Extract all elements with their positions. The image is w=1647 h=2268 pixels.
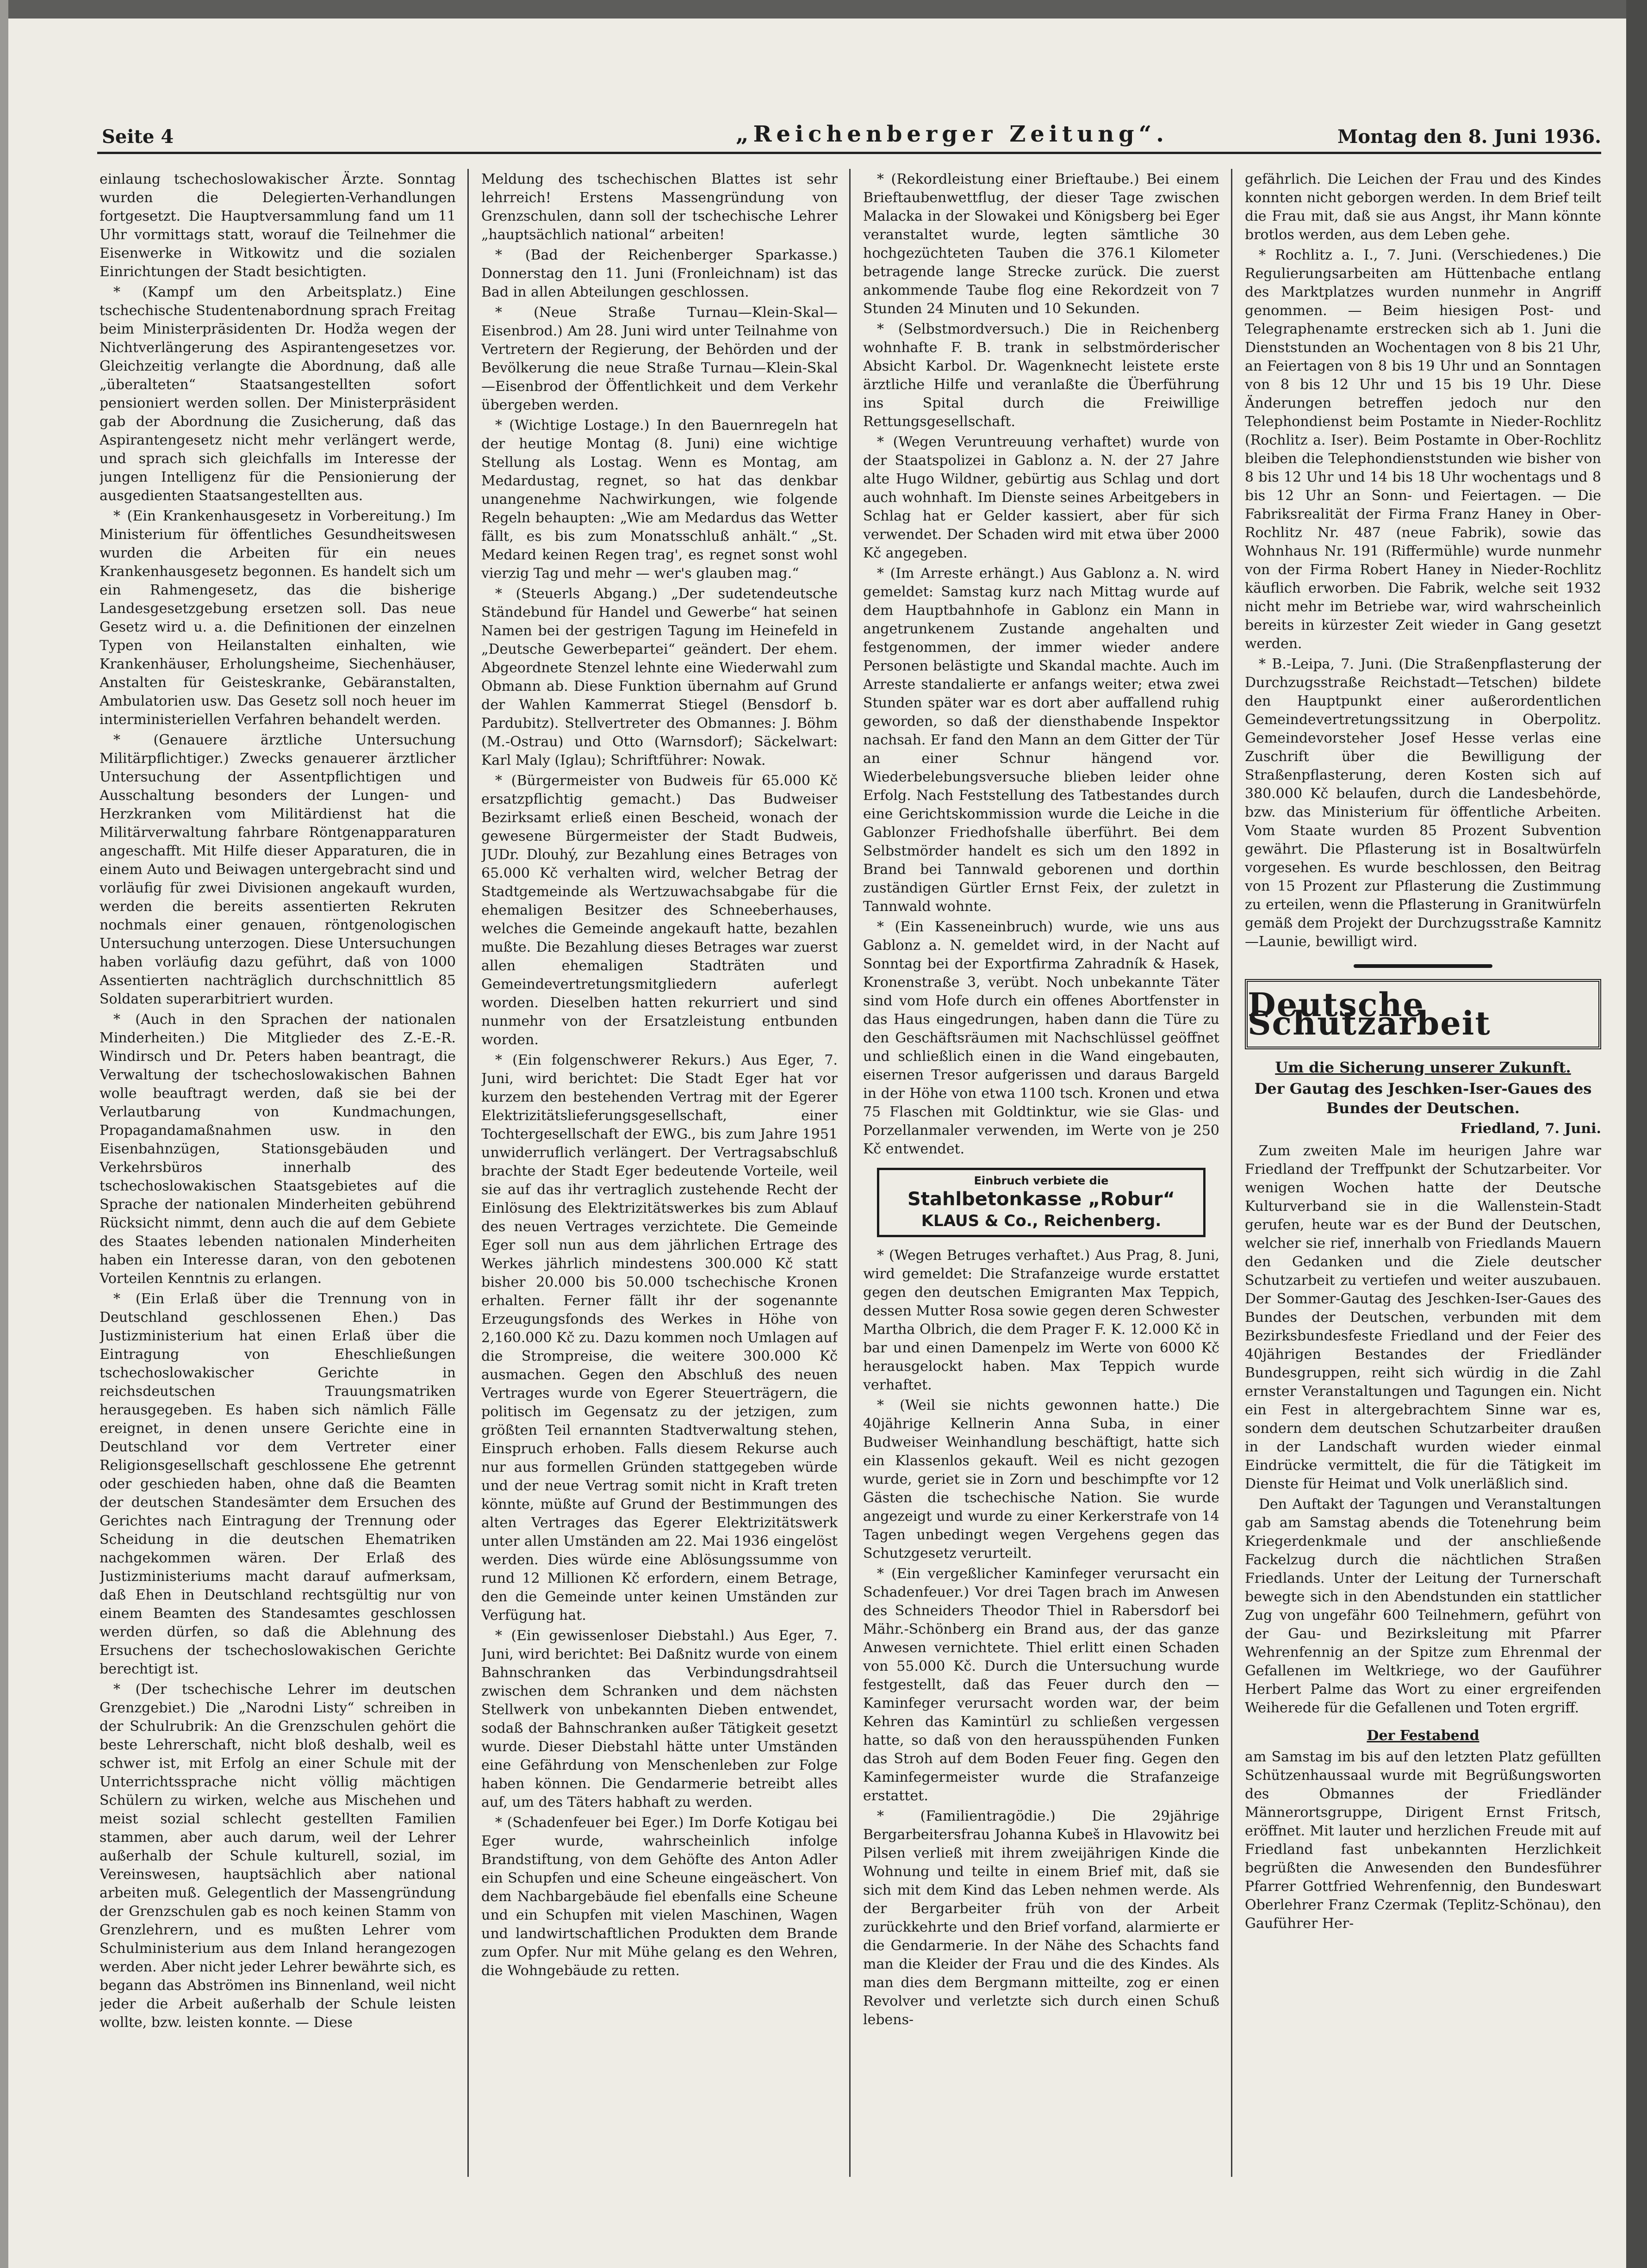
header-rule	[97, 152, 1601, 154]
article-paragraph: * (Ein Erlaß über die Trennung von in Deutschland geschlossenen Ehen.) Das Justizministerium hat einen Erlaß über die Eintragung von Eheschließungen tschechoslowakischer Gerichte in reichsdeutschen Trauungsmatriken herausgegeben. Es haben sich nämlich Fälle ereignet, in denen unsere Gerichte eine in Deutschland vor dem Vertreter einer Religionsgesellschaft geschlossene Ehe getrennt oder geschieden haben, ohne daß die Beamten der deutschen Standesämter dem Ersuchen des Gerichtes nach Eintragung der Trennung oder Scheidung in die deutschen Ehematriken nachgekommen wären. Der Erlaß des Justizministeriums macht darauf aufmerksam, daß Ehen in Deutschland rechtsgültig nur von einem Beamten des Standesamtes geschlossen werden dürfen, so daß die Ablehnung des Ersuchens der tschechoslowakischen Gerichte berechtigt ist.	[99, 1291, 456, 1677]
dateline: Friedland, 7. Juni.	[1461, 1121, 1601, 1137]
scan-right-edge	[1626, 0, 1647, 2268]
article-paragraph: * (Weil sie nichts gewonnen hatte.) Die 40jährige Kellnerin Anna Suba, in einer Budweiser Weinhandlung beschäftigt, hatte sich ein Klassenlos gekauft. Weil es nicht gezogen wurde, geriet sie in Zorn und beschimpfte vor 12 Gästen die tschechische Nation. Sie wurde angezeigt und wurde zu einer Kerkerstrafe von 14 Tagen unbedingt wegen Vergehens gegen das Schutzgesetz verurteilt.	[863, 1397, 1219, 1562]
masthead: „Reichenberger Zeitung“.	[736, 121, 1168, 147]
article-paragraph: * (Familientragödie.) Die 29jährige Bergarbeitersfrau Johanna Kubeš in Hlavowitz bei Pilsen verließ mit ihrem zweijährigen Kinde die Wohnung und teilte in einem Brief mit, daß sie sich mit dem Kind das Leben nehmen werde. Als der Bergarbeiter früh von der Arbeit zurückkehrte und den Brief vorfand, alarmierte er die Gendarmerie. In der Nähe des Schachts fand man die Kleider der Frau und die des Kindes. Als man dies dem Bergmann mitteilte, zog er einen Revolver und verletzte sich durch einen Schuß lebens-	[863, 1808, 1219, 2028]
article-paragraph: * (Ein Kasseneinbruch) wurde, wie uns aus Gablonz a. N. gemeldet wird, in der Nacht auf Sonntag bei der Exportfirma Zahradník & Hasek, Kronenstraße 3, verübt. Noch unbekannte Täter sind vom Hofe durch ein offenes Abortfenster in das Haus eingedrungen, haben dann die Türe zu den Geschäftsräumen mit Nachschlüssel geöffnet und schließlich einen in die Wand eingebauten, eisernen Tresor aufgerissen und daraus Bargeld in der Höhe von etwa 1100 tsch. Kronen und etwa 75 Flaschen mit Goldtinktur, wie sie Glas- und Porzellanmaler verwenden, im Werte von je 250 Kč entwendet.	[863, 919, 1219, 1157]
page-number: Seite 4	[102, 126, 174, 148]
article-paragraph: * (Ein Krankenhausgesetz in Vorbereitung.) Im Ministerium für öffentliches Gesundheitswesen wurden die Arbeiten für ein neues Krankenhausgesetz begonnen. Es handelt sich um ein Rahmengesetz, das die bisherige Landesgesetzgebung ersetzen soll. Das neue Gesetz wird u. a. die Definitionen der einzelnen Typen von Heilanstalten einhalten, wie Krankenhäuser, Erholungsheime, Siechenhäuser, Anstalten für Geisteskranke, Gebäranstalten, Ambulatorien usw. Das Gesetz soll noch heuer im interministeriellen Verfahren behandelt werden.	[99, 508, 456, 728]
article-paragraph: * (Ein folgenschwerer Rekurs.) Aus Eger, 7. Juni, wird berichtet: Die Stadt Eger hat vor kurzem den bestehenden Vertrag mit der Egerer Elektrizitätslieferungsgesellschaft, einer Tochtergesellschaft der EWG., bis zum Jahre 1951 unwiderruflich verlängert. Der Vertragsabschluß brachte der Stadt Eger bedeutende Vorteile, weil sie auf das ihr vertraglich zustehende Recht der Einlösung des Elektrizitätswerkes bis zum Ablauf des neuen Vertrages verzichtete. Die Gemeinde Eger soll nun aus dem jährlichen Ertrage des Werkes jährlich mindestens 300.000 Kč statt bisher 20.000 bis 50.000 tschechische Kronen erhalten. Ferner fällt ihr der sogenannte Erzeugungsfonds des Werkes in Höhe von 2,160.000 Kč zu. Dazu kommen noch Umlagen auf die Strompreise, die weitere 300.000 Kč ausmachen. Gegen den Abschluß des neuen Vertrages wurde von Egerer Steuerträgern, die politisch im Gegensatz zu der jetzigen, zum größten Teil ernannten Stadtverwaltung stehen, Einspruch erhoben. Falls diesem Rekurse auch nur aus formellen Gründen stattgegeben würde und der neue Vertrag somit nicht in Kraft treten könnte, müßte auf Grund der Bestimmungen des alten Vertrages das Egerer Elektrizitätswerk unter allen Umständen am 22. Mai 1936 eingelöst werden. Dies würde eine Ablösungssumme von rund 12 Millionen Kč erfordern, einem Betrage, den die Gemeinde unter keinen Umständen zur Verfügung hat.	[481, 1052, 838, 1624]
article-paragraph: * (Ein gewissenloser Diebstahl.) Aus Eger, 7. Juni, wird berichtet: Bei Daßnitz wurde von einem Bahnschranken das Verbindungsdrahtseil zwischen dem Schranken und dem nächsten Stellwerk von unbekannten Dieben entwendet, sodaß der Bahnschranken außer Tätigkeit gesetzt wurde. Dieser Diebstahl hätte unter Umständen eine Gefährdung von Menschenleben zur Folge haben können. Die Gendarmerie betreibt alles auf, um des Täters habhaft zu werden.	[481, 1628, 838, 1810]
article-paragraph: einlaung tschechoslowakischer Ärzte. Sonntag wurden die Delegierten-Verhandlungen fortgesetzt. Die Hauptversammlung fand um 11 Uhr vormittags statt, worauf die Teilnehmer die Eisenwerke in Witkowitz und die sozialen Einrichtungen der Stadt besichtigten.	[99, 171, 456, 280]
column-rule	[1231, 169, 1232, 2177]
article-paragraph: * (Wegen Betruges verhaftet.) Aus Prag, 8. Juni, wird gemeldet: Die Strafanzeige wurde erstattet gegen den deutschen Emigranten Max Teppich, dessen Mutter Rosa sowie gegen deren Schwester Martha Olbrich, die dem Prager F. K. 12.000 Kč in bar und einen Damenpelz im Werte von 6000 Kč herausgelockt haben. Max Teppich wurde verhaftet.	[863, 1247, 1219, 1393]
subsection-heading: Der Festabend	[1367, 1728, 1479, 1744]
article-paragraph: * Rochlitz a. I., 7. Juni. (Verschiedenes.) Die Regulierungsarbeiten am Hüttenbache entlang des Marktplatzes wurden nunmehr in Angriff genommen. — Beim hiesigen Post- und Telegraphenamte erstrecken sich ab 1. Juni die Dienststunden an Wochentagen von 8 bis 21 Uhr, an Feiertagen von 8 bis 19 Uhr und an Sonntagen von 8 bis 12 Uhr und 15 bis 19 Uhr. Diese Änderungen betreffen jedoch nur den Telephondienst beim Postamte in Nieder-Rochlitz (Rochlitz a. Iser). Beim Postamte in Ober-Rochlitz bleiben die Telephondienststunden wie bisher von 8 bis 12 Uhr und 14 bis 18 Uhr wochentags und 8 bis 12 Uhr an Sonn- und Feiertagen. — Die Fabriksrealität der Firma Franz Haney in Ober-Rochlitz Nr. 487 (neue Fabrik), sowie das Wohnhaus Nr. 191 (Riffermühle) wurde nunmehr von der Firma Robert Haney in Nieder-Rochlitz käuflich erworben. Die Fabrik, welche seit 1932 nicht mehr im Betriebe war, wird wahrscheinlich bereits in kürzester Zeit wieder in Gang gesetzt werden.	[1245, 247, 1601, 652]
article-paragraph: gefährlich. Die Leichen der Frau und des Kindes konnten nicht geborgen werden. In dem Brief teilt die Frau mit, daß sie aus Angst, ihr Mann könnte brotlos werden, aus dem Leben gehe.	[1245, 171, 1601, 243]
article-paragraph: Zum zweiten Male im heurigen Jahre war Friedland der Treffpunkt der Schutzarbeiter. Vor wenigen Wochen hatte der Deutsche Kulturverband sie in die Wallenstein-Stadt gerufen, heute war es der Bund der Deutschen, welcher sie rief, innerhalb von Friedlands Mauern den Gedanken und die Ziele deutscher Schutzarbeit zu vertiefen und weiter auszubauen. Der Sommer-Gautag des Jeschken-Iser-Gaues des Bundes der Deutschen, verbunden mit dem Bezirksbundesfeste Friedland und der Feier des 40jährigen Bestandes der Friedländer Bundesgruppen, reiht sich würdig in die Zahl ernster Veranstaltungen und Tagungen ein. Nicht ein Fest in altergebrachtem Sinne war es, sondern dem deutschen Schutzarbeiter draußen in der Landschaft wurden wieder einmal Eindrücke vermittelt, die für die Tätigkeit im Dienste für Heimat und Volk unerläßlich sind.	[1245, 1143, 1601, 1492]
article-paragraph: * (Ein vergeßlicher Kaminfeger verursacht ein Schadenfeuer.) Vor drei Tagen brach im Anwesen des Schneiders Theodor Thiel in Rabersdorf bei Mähr.-Schönberg ein Brand aus, der das ganze Anwesen vernichtete. Thiel erlitt einen Schaden von 55.000 Kč. Durch die Untersuchung wurde festgestellt, daß das Feuer durch den — Kaminfeger verursacht worden war, der beim Kehren das Kamintürl zu schließen vergessen hatte, so daß von den herausspühenden Funken das Stroh auf dem Boden Feuer fing. Gegen den Kaminfegermeister wurde die Strafanzeige erstattet.	[863, 1566, 1219, 1804]
article-paragraph: * (Genauere ärztliche Untersuchung Militärpflichtiger.) Zwecks genauerer ärztlicher Untersuchung der Assentpflichtigen und Ausschaltung besonders der Lungen- und Herzkranken vom Militärdienst hat die Militärverwaltung fahrbare Röntgenapparaturen angeschafft. Mit Hilfe dieser Apparaturen, die in einem Auto und Beiwagen untergebracht sind und vorläufig für zwei Divisionen angekauft wurden, werden die bereits assentierten Rekruten nochmals einer genauen, röntgenologischen Untersuchung unterzogen. Diese Untersuchungen haben vorläufig dazu geführt, daß von 1000 Assentierten nachträglich durchschnittlich 85 Soldaten superarbitriert wurden.	[99, 732, 456, 1007]
article-paragraph: * (Rekordleistung einer Brieftaube.) Bei einem Brieftaubenwettflug, der dieser Tage zwischen Malacka in der Slowakei und Königsberg bei Eger veranstaltet wurde, legten sämtliche 30 hochgezüchteten Tauben die 376.1 Kilometer betragende lange Strecke zurück. Die zuerst ankommende Taube flog eine Rekordzeit von 7 Stunden 24 Minuten und 10 Sekunden.	[863, 171, 1219, 317]
article-paragraph: * (Wichtige Lostage.) In den Bauernregeln hat der heutige Montag (8. Juni) eine wichtige Stellung als Lostag. Wenn es Montag, am Medardustag, regnet, so hat das denkbar unangenehme Nachwirkungen, wie folgende Regeln behaupten: „Wie am Medardus das Wetter fällt, es bis zum Monatsschluß anhält.“ „St. Medard keinen Regen trag', es regnet sonst wohl vierzig Tag und mehr — wer's glauben mag.“	[481, 417, 838, 582]
article-paragraph: * (Im Arreste erhängt.) Aus Gablonz a. N. wird gemeldet: Samstag kurz nach Mittag wurde auf dem Hauptbahnhofe in Gablonz ein Mann in angetrunkenem Zustande angehalten und festgenommen, der immer wieder andere Personen belästigte und Skandal machte. Auch im Arreste standalierte er anfangs weiter; etwa zwei Stunden später war es dort aber auffallend ruhig geworden, so daß der diensthabende Inspektor nachsah. Er fand den Mann an dem Gitter der Tür an einer Schnur hängend vor. Wiederbelebungsversuche blieben leider ohne Erfolg. Nach Feststellung des Tatbestandes durch eine Gerichtskommission wurde die Leiche in die Gablonzer Friedhofshalle überführt. Bei dem Selbstmörder handelt es sich um den 1892 in Brand bei Tannwald geborenen und dorthin zuständigen Gürtler Ernst Feix, der zuletzt in Tannwald wohnte.	[863, 565, 1219, 915]
column-3	[863, 170, 1219, 2174]
column-2	[481, 170, 838, 2174]
article-subheadline: Der Gautag des Jeschken-Iser-Gaues des Bundes der Deutschen.	[1254, 1080, 1592, 1117]
article-paragraph: * B.-Leipa, 7. Juni. (Die Straßenpflasterung der Durchzugsstraße Reichstadt—Tetschen) bildete den Hauptpunkt einer außerordentlichen Gemeindevertretungssitzung in Oberpolitz. Gemeindevorsteher Josef Hesse verlas eine Zuschrift über die Bewilligung der Straßenpflasterung, deren Kosten sich auf 380.000 Kč belaufen, durch die Landesbehörde, bzw. das Ministerium für öffentliche Arbeiten. Vom Staate wurden 85 Prozent Subvention gewährt. Die Pflasterung ist in Bosaltwürfeln vorgesehen. Es wurde beschlossen, den Beitrag von 15 Prozent zur Pflasterung die Zustimmung zu erteilen, wenn die Pflasterung in Granitwürfeln gemäß dem Projekt der Durchzugsstraße Kamnitz—Launie, bewilligt wird.	[1245, 656, 1601, 950]
column-rule	[467, 169, 469, 2177]
ad-product: Stahlbetonkasse „Robur“	[907, 1189, 1175, 1210]
article-paragraph: * (Bürgermeister von Budweis für 65.000 Kč ersatzpflichtig gemacht.) Das Budweiser Bezirksamt erließ einen Bescheid, wonach der gewesene Bürgermeister der Stadt Budweis, JUDr. Dlouhý, zur Bezahlung eines Betrages von 65.000 Kč verhalten wird, welcher Betrag der Stadtgemeinde als Wertzuwachsabgabe für die ehemaligen Besitzer des Schneeberhauses, welches die Gemeinde angekauft hatte, bezahlen mußte. Die Bezahlung dieses Betrages war zuerst allen ehemaligen Stadträten und Gemeindevertretungsmitgliedern auferlegt worden. Dieselben hatten rekurriert und sind nunmehr von der Ersatzleistung entbunden worden.	[481, 773, 838, 1048]
ad-line: Einbruch verbiete die	[974, 1174, 1109, 1187]
article-paragraph: * (Auch in den Sprachen der nationalen Minderheiten.) Die Mitglieder des Z.-E.-R. Windirsch und Dr. Peters haben beantragt, die Verwaltung der tschechoslowakischen Bahnen wolle beauftragt werden, daß sie bei der Verlautbarung von Kundmachungen, Propagandamaßnahmen usw. in den Eisenbahnzügen, Stationsgebäuden und Verkehrsbüros innerhalb des tschechoslowakischen Staatsgebietes auf die Sprache der nationalen Minderheiten gebührend Rücksicht nimmt, denn auch die auf dem Gebiete des Staates lebenden nationalen Minderheiten haben ein Interesse daran, von den gebotenen Vorteilen Kenntnis zu erlangen.	[99, 1011, 456, 1287]
article-paragraph: * (Der tschechische Lehrer im deutschen Grenzgebiet.) Die „Narodni Listy“ schreiben in der Schulrubrik: An die Grenzschulen gehört die beste Lehrerschaft, nicht bloß deshalb, weil es schwer ist, mit Erfolg an einer Schule mit der Unterrichtssprache nicht völlig mächtigen Schülern zu wirken, welche aus Mischehen und meist sozial schlecht gestellten Familien stammen, aber auch darum, weil der Lehrer außerhalb der Schule kulturell, sozial, im Vereinswesen, hauptsächlich aber national arbeiten muß. Gelegentlich der Massengründung der Grenzschulen gab es noch keinen Stamm von Grenzlehrern, und es mußten Lehrer vom Schulministerium aus dem Inland herangezogen werden. Aber nicht jeder Lehrer bewährte sich, es begann das Abströmen ins Binnenland, weil nicht jeder die Arbeit außerhalb der Schule leisten wollte, bzw. leisten konnte. — Diese	[99, 1681, 456, 2031]
section-banner: Deutsche Schutzarbeit	[1245, 979, 1601, 1049]
article-paragraph: * (Schadenfeuer bei Eger.) Im Dorfe Kotigau bei Eger wurde, wahrscheinlich infolge Brandstiftung, von dem Gehöfte des Anton Adler ein Schupfen und eine Scheune eingeäschert. Von dem Nachbargebäude fiel ebenfalls eine Scheune und ein Schupfen mit vielen Maschinen, Wagen und landwirtschaftlichen Produkten dem Brande zum Opfer. Nur mit Mühe gelang es den Wehren, die Wohngebäude zu retten.	[481, 1815, 838, 1979]
advertisement-box	[877, 1168, 1206, 1237]
article-headline: Um die Sicherung unserer Zukunft.	[1275, 1059, 1571, 1076]
article-paragraph: * (Bad der Reichenberger Sparkasse.) Donnerstag den 11. Juni (Fronleichnam) ist das Bad in allen Abteilungen geschlossen.	[481, 247, 838, 300]
article-paragraph: * (Kampf um den Arbeitsplatz.) Eine tschechische Studentenabordnung sprach Freitag beim Ministerpräsidenten Dr. Hodža wegen der Nichtverlängerung des Aspirantengesetzes vor. Gleichzeitig verlangte die Abordnung, daß alle „überalteten“ Staatsangestellten sofort pensioniert werden sollen. Der Ministerpräsident gab der Abordnung die Zusicherung, daß das Aspirantengesetz nicht mehr verlängert werde, und sprach sich gleichfalls im Interesse der jungen Intelligenz für die Pensionierung der ausgedienten Staatsangestellten aus.	[99, 284, 456, 504]
article-paragraph: Meldung des tschechischen Blattes ist sehr lehrreich! Erstens Massengründung von Grenzschulen, dann soll der tschechische Lehrer „hauptsächlich national“ arbeiten!	[481, 171, 838, 243]
article-paragraph: * (Steuerls Abgang.) „Der sudetendeutsche Ständebund für Handel und Gewerbe“ hat seinen Namen bei der gestrigen Tagung im Heinefeld in „Deutsche Gewerbepartei“ geändert. Der ehem. Abgeordnete Stenzel lehnte eine Wiederwahl zum Obmann ab. Diese Funktion übernahm auf Grund der Wahlen Kammerrat Stiegel (Bensdorf b. Pardubitz). Stellvertreter des Obmannes: J. Böhm (M.-Ostrau) und Otto (Warnsdorf); Säckelwart: Karl Maly (Iglau); Schriftführer: Nowak.	[481, 586, 838, 768]
column-4	[1245, 170, 1601, 2174]
section-divider	[1354, 964, 1492, 968]
scan-top-edge	[0, 0, 1647, 19]
article-paragraph: * (Selbstmordversuch.) Die in Reichenberg wohnhafte F. B. trank in selbstmörderischer Absicht Karbol. Dr. Wagenknecht leistete erste ärztliche Hilfe und veranlaßte die Überführung ins Spital durch die Freiwillige Rettungsgesellschaft.	[863, 321, 1219, 430]
article-paragraph: Den Auftakt der Tagungen und Veranstaltungen gab am Samstag abends die Totenehrung beim Kriegerdenkmale und der anschließende Fackelzug durch die nächtlichen Straßen Friedlands. Unter der Leitung der Turnerschaft bewegte sich in den Abendstunden ein stattlicher Zug von ungefähr 600 Teilnehmern, geführt von der Gau- und Bezirksleitung mit Pfarrer Wehrenfennig an der Spitze zum Ehrenmal der Gefallenen im Weltkriege, wo der Gauführer Herbert Palme das Wort zu einer ergreifenden Weiherede für die Gefallenen und Toten ergriff.	[1245, 1496, 1601, 1716]
article-paragraph: am Samstag im bis auf den letzten Platz gefüllten Schützenhaussaal wurde mit Begrüßungsworten des Obmannes der Friedländer Männerortsgruppe, Dirigent Ernst Fritsch, eröffnet. Mit lauter und herzlichen Freude mit auf Friedland fast unbekannten Herzlichkeit begrüßten die Anwesenden den Bundesführer Pfarrer Gottfried Wehrenfennig, den Bundeswart Oberlehrer Franz Czermak (Teplitz-Schönau), den Gauführer Her-	[1245, 1749, 1601, 1932]
article-paragraph: * (Neue Straße Turnau—Klein-Skal—Eisenbrod.) Am 28. Juni wird unter Teilnahme von Vertretern der Regierung, der Behörden und der Bevölkerung die neue Straße Turnau—Klein-Skal—Eisenbrod der Öffentlichkeit und dem Verkehr übergeben werden.	[481, 304, 838, 413]
ad-company: KLAUS & Co., Reichenberg.	[921, 1212, 1162, 1230]
page-header	[102, 121, 1601, 154]
issue-date: Montag den 8. Juni 1936.	[1337, 126, 1601, 148]
column-1	[99, 170, 456, 2174]
scan-left-edge	[0, 0, 8, 2268]
column-rule	[849, 169, 851, 2177]
article-paragraph: * (Wegen Veruntreuung verhaftet) wurde von der Staatspolizei in Gablonz a. N. der 27 Jahre alte Hugo Wildner, gebürtig aus Schlag und dort auch wohnhaft. Im Dienste seines Arbeitgebers in Schlag hat er Gelder kassiert, aber für sich verwendet. Der Schaden wird mit etwa über 2000 Kč angegeben.	[863, 434, 1219, 561]
